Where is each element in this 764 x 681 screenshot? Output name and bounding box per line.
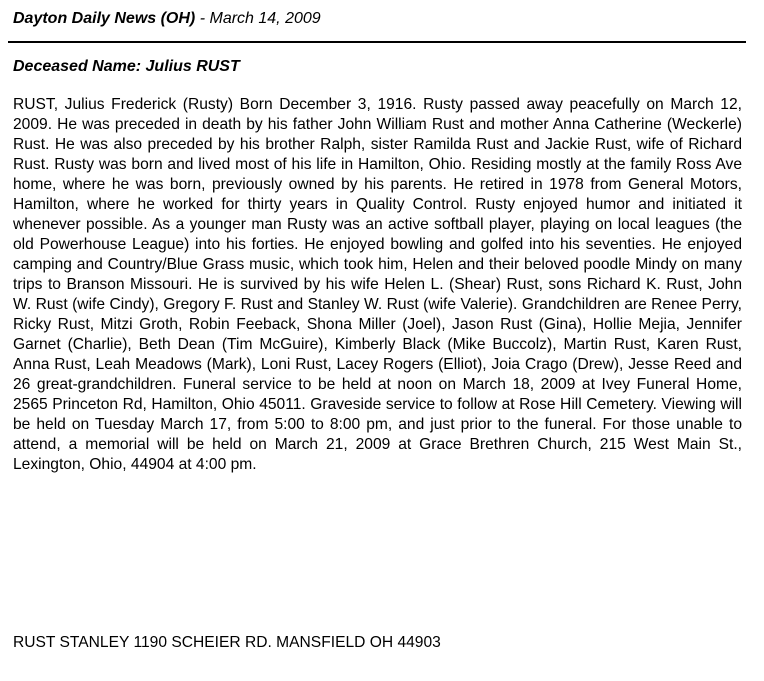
- deceased-name-heading: Deceased Name: Julius RUST: [13, 58, 240, 75]
- header-divider: [8, 41, 746, 43]
- publication-name: Dayton Daily News (OH): [13, 10, 196, 27]
- publication-date: March 14, 2009: [209, 10, 321, 27]
- obituary-text: RUST, Julius Frederick (Rusty) Born December 3, 1916. Rusty passed away peacefully on March 12, 2009. He was preceded in death by his father John William Rust and mother Anna Catherine (Weckerle) Rust. He was also preceded by his brother Ralph, sister Ramilda Rust and Jackie Rust, wife of Richard Rust. Rusty was born and lived most of his life in Hamilton, Ohio. Residing mostly at the family Ross Ave home, where he was born, previously owned by his parents. He retired in 1978 from General Motors, Hamilton, where he worked for thirty years in Quality Control. Rusty enjoyed humor and initiated it whenever possible. As a younger man Rusty was an active softball player, playing on local leagues (the old Powerhouse League) into his forties. He enjoyed bowling and golfed into his seventies. He enjoyed camping and Country/Blue Grass music, which took him, Helen and their beloved poodle Mindy on many trips to Branson Missouri. He is survived by his wife Helen L. (Shear) Rust, sons Richard K. Rust, John W. Rust (wife Cindy), Gregory F. Rust and Stanley W. Rust (wife Valerie). Grandchildren are Renee Perry, Ricky Rust, Mitzi Groth, Robin Feeback, Shona Miller (Joel), Jason Rust (Gina), Hollie Mejia, Jennifer Garnet (Charlie), Beth Dean (Tim McGuire), Kimberly Black (Mike Buccolz), Martin Rust, Karen Rust, Anna Rust, Leah Meadows (Mark), Loni Rust, Lacey Rogers (Elliot), Joia Crago (Drew), Jesse Reed and 26 great-grandchildren. Funeral service to be held at noon on March 18, 2009 at Ivey Funeral Home, 2565 Princeton Rd, Hamilton, Ohio 45011. Graveside service to follow at Rose Hill Cemetery. Viewing will be held on Tuesday March 17, from 5:00 to 8:00 pm, and just prior to the funeral. For those unable to attend, a memorial will be held on March 21, 2009 at Grace Brethren Church, 215 West Main St., Lexington, Ohio, 44904 at 4:00 pm.: [13, 96, 742, 473]
- header-separator: -: [195, 10, 210, 27]
- document-header: [13, 9, 321, 29]
- contact-address-line: RUST STANLEY 1190 SCHEIER RD. MANSFIELD OH 44903: [13, 634, 441, 651]
